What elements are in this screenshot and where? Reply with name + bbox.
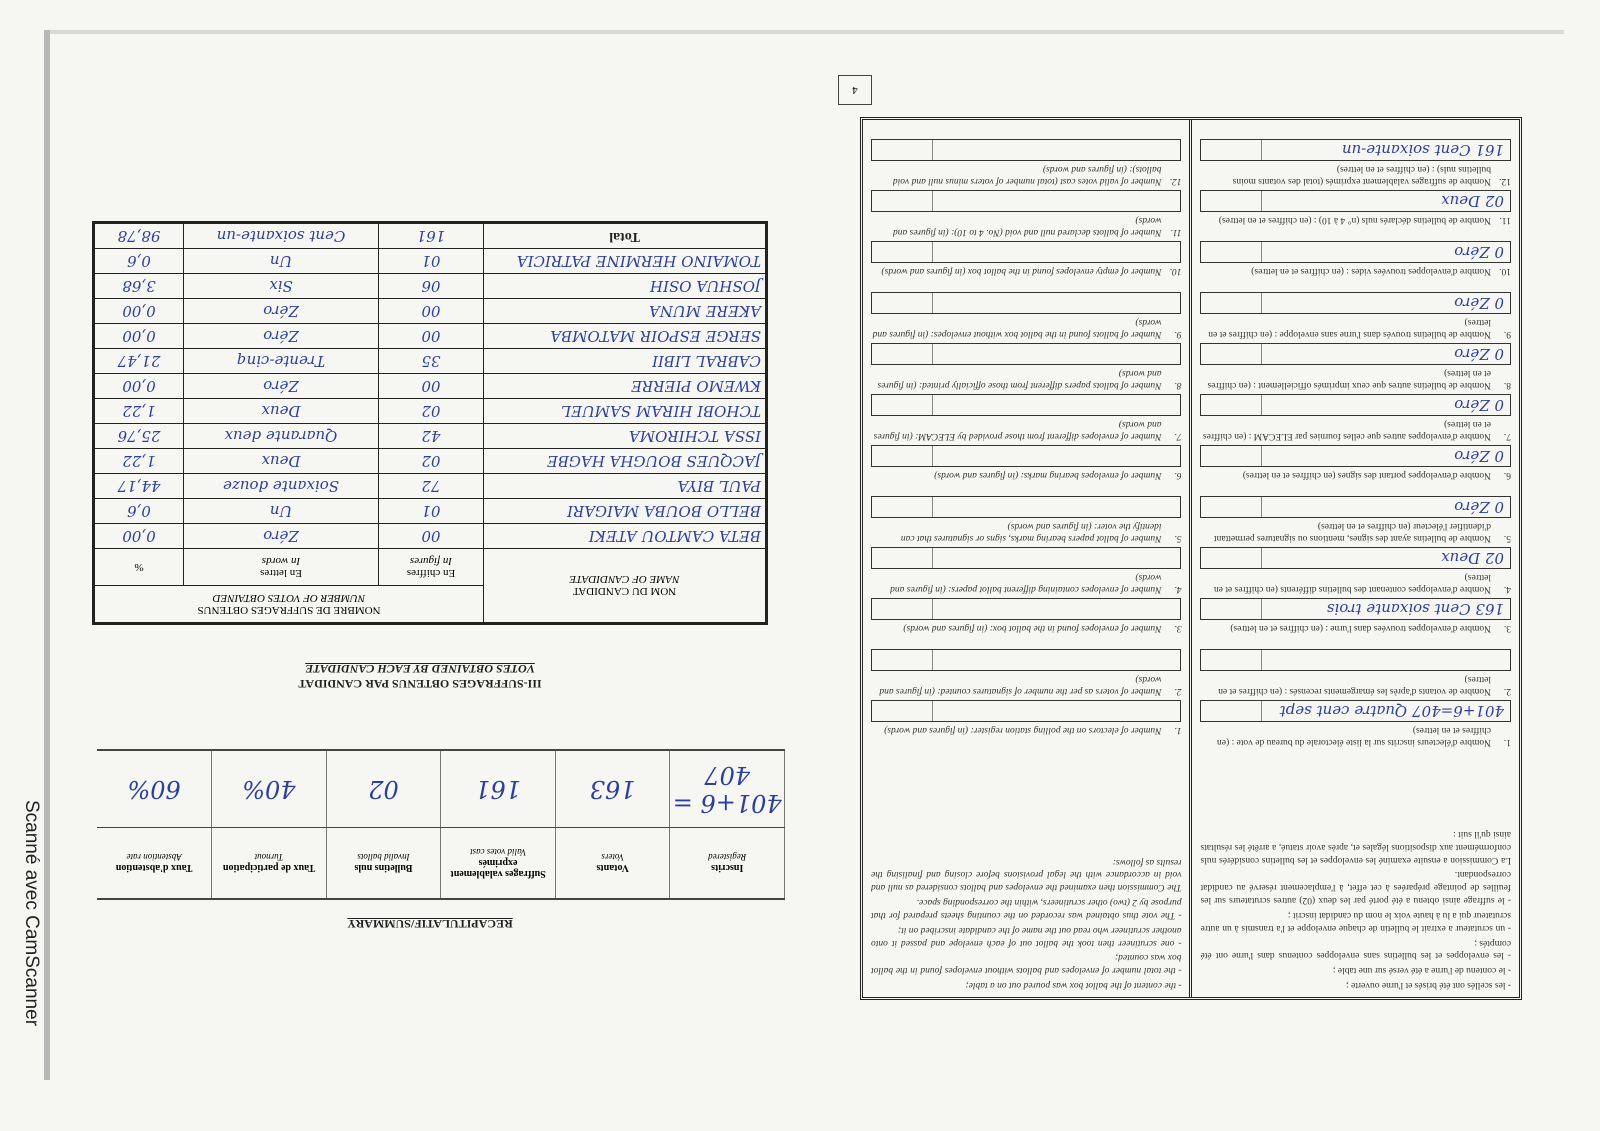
votes-percent: 21,47 (93, 349, 183, 374)
table-row (93, 399, 766, 424)
votes-percent: 0,00 (93, 324, 183, 349)
handwritten-value: 0 Zéro (1454, 447, 1504, 465)
header-figures (379, 549, 484, 586)
item-number: 6. (1174, 470, 1182, 481)
item-label-row (871, 673, 1182, 696)
item-number: 10. (1499, 266, 1511, 277)
item-answer-field[interactable] (871, 547, 1182, 569)
item-label: Nombre d'enveloppes portant des signes (en chiffres et en lettres) (1242, 470, 1491, 481)
item-answer-field[interactable] (1201, 547, 1512, 569)
votes-words: Quarante deux (184, 424, 379, 449)
total-label: Total (484, 223, 767, 249)
field-divider (932, 650, 933, 670)
summary-header-fr: Suffrages valablement exprimés (450, 857, 546, 879)
item-label: Number of valid votes cast (total number of voters minus null and void ballots): (in figures and words) (892, 164, 1162, 186)
table-row (93, 449, 766, 474)
handwritten-value: 161 Cent soixante-un (1341, 141, 1504, 159)
header-votes (93, 586, 483, 624)
votes-percent: 0,00 (93, 524, 183, 549)
intro-paragraph: - The vote thus obtained was recorded on the counting sheets prepared for that purpose by 2 (two) other scrutineers, within the corresponding space. (871, 897, 1182, 920)
header-percent: % (93, 549, 183, 586)
votes-figures: 00 (379, 524, 484, 549)
summary-header (441, 828, 556, 900)
header-name-en: NAME OF CANDIDATE (569, 573, 680, 586)
item-number: 1. (1503, 736, 1511, 747)
votes-figures: 06 (379, 274, 484, 299)
item-answer-field[interactable] (1201, 190, 1512, 212)
candidate-name: PAUL BIYA (484, 474, 767, 499)
votes-figures: 35 (379, 349, 484, 374)
table-row (93, 524, 766, 549)
item-answer-field[interactable] (1201, 139, 1512, 161)
total-figures: 161 (379, 223, 484, 249)
field-divider (1262, 140, 1263, 160)
candidate-name: KWEMO PIERRE (484, 374, 767, 399)
field-divider (932, 701, 933, 721)
item-answer-field[interactable] (1201, 394, 1512, 416)
form-item (1201, 190, 1512, 241)
item-label: Number of empty envelopes found in the ballot box (in figures and words) (881, 266, 1162, 277)
summary-value: 401+6 = 407 (670, 750, 785, 828)
item-number: 3. (1174, 623, 1182, 634)
field-divider (932, 548, 933, 568)
votes-words: Six (184, 274, 379, 299)
item-label: Nombre de votants d'après les émargements recensés : (en chiffres et en lettres) (1218, 674, 1491, 696)
item-label: Number of electors on the polling station register: (in figures and words) (884, 725, 1162, 736)
votes-words: Zéro (184, 524, 379, 549)
handwritten-value: 0 Zéro (1454, 345, 1504, 363)
form-column-english (863, 120, 1190, 997)
header-figures-fr: En chiffres (406, 567, 456, 579)
item-answer-field[interactable] (1201, 292, 1512, 314)
intro-paragraph: - les enveloppes et les bulletins sans enveloppes contenus dans l'urne ont été comptés ; (1200, 937, 1511, 961)
votes-figures: 72 (379, 474, 484, 499)
votes-percent: 44,17 (93, 474, 183, 499)
candidate-name: ISSA TCHIROMA (484, 424, 767, 449)
item-number: 6. (1503, 470, 1511, 481)
header-votes-en: NUMBER OF VOTES OBTAINED (212, 592, 366, 604)
summary-value: 161 (441, 750, 556, 828)
candidates-table (92, 221, 768, 625)
field-divider (932, 446, 933, 466)
field-divider (1262, 548, 1263, 568)
form-item (871, 139, 1182, 190)
item-number: 3. (1503, 623, 1511, 634)
votes-words: Un (184, 249, 379, 274)
votes-figures: 02 (379, 449, 484, 474)
votes-figures: 02 (379, 399, 484, 424)
votes-percent: 1,22 (93, 449, 183, 474)
item-label-row (1201, 724, 1512, 747)
item-label: Nombre d'enveloppes trouvées dans l'urne : (en chiffres et en lettres) (1230, 623, 1491, 634)
item-label-row (1201, 265, 1512, 276)
form-item (871, 598, 1182, 649)
item-label: Number of ballot papers bearing marks, signs or signatures that can identify the voter: (in figures and words) (900, 521, 1162, 543)
item-answer-field[interactable] (1201, 649, 1512, 671)
form-item (871, 700, 1182, 751)
candidate-name: BETA CAMTOU ATEKI (484, 524, 767, 549)
form-item (1201, 598, 1512, 649)
table-row (93, 274, 766, 299)
item-number: 5. (1503, 532, 1511, 543)
handwritten-value: 0 Zéro (1454, 396, 1504, 414)
votes-figures: 00 (379, 324, 484, 349)
item-number: 10. (1169, 266, 1182, 277)
item-label-row (1201, 214, 1512, 225)
item-label-row (871, 418, 1182, 441)
votes-figures: 01 (379, 499, 484, 524)
item-number: 12. (1169, 175, 1182, 186)
item-label-row (871, 265, 1182, 276)
votes-words: Soixante douze (184, 474, 379, 499)
summary-header-fr: Votants (596, 862, 629, 874)
table-row (93, 249, 766, 274)
item-answer-field[interactable] (1201, 241, 1512, 263)
item-label-row (871, 367, 1182, 390)
item-number: 4. (1174, 583, 1182, 594)
item-number: 7. (1503, 430, 1511, 441)
field-divider (1262, 650, 1263, 670)
form-item (871, 496, 1182, 547)
table-row (93, 474, 766, 499)
form-item (1201, 547, 1512, 598)
item-label-row (1201, 469, 1512, 480)
item-number: 9. (1174, 328, 1182, 339)
item-label-row (871, 214, 1182, 237)
item-number: 8. (1503, 379, 1511, 390)
item-number: 5. (1174, 532, 1182, 543)
header-figures-en: In figures (409, 555, 453, 567)
field-divider (932, 191, 933, 211)
item-label: Nombre d'électeurs inscrits sur la liste électorale du bureau de vote : (en chiffres et en lettres) (1217, 725, 1491, 747)
intro-paragraph: - le contenu de l'urne a été versé sur une table ; (1332, 965, 1511, 976)
header-votes-fr: NOMBRE DE SUFFRAGES OBTENUS (197, 604, 381, 616)
intro-paragraph: - un scrutateur a extrait le bulletin de chaque enveloppe et l'a transmis à un autre scrutateur qui a lu à haute voix le nom du candidat inscrit ; (1200, 909, 1511, 933)
votes-words: Un (184, 499, 379, 524)
item-answer-field[interactable] (871, 700, 1182, 722)
form-item (1201, 343, 1512, 394)
item-answer-field[interactable] (1201, 700, 1512, 722)
field-divider (932, 242, 933, 262)
intro-paragraph: - the content of the ballot box was poured out on a table; (965, 980, 1182, 990)
form-column-french (1190, 120, 1520, 997)
votes-percent: 0,6 (93, 499, 183, 524)
intro-paragraph: - one scrutineer then took the ballot out of each envelope and passed it onto another scrutineer who read out the name of the candidate inscribed on it; (871, 924, 1182, 948)
item-answer-field[interactable] (1201, 445, 1512, 467)
form-item (1201, 292, 1512, 343)
candidates-section-title (270, 661, 570, 691)
item-label-row (1201, 418, 1512, 441)
summary-value: 02 (326, 750, 441, 828)
intro-paragraph: - le suffrage ainsi obtenu a été porté par les deux (02) autres scrutateurs sur les feuilles de pointage préparées à cet effet, à l'emplacement réservé au candidat correspondant. (1200, 869, 1511, 906)
item-answer-field[interactable] (871, 241, 1182, 263)
item-label: Number of envelopes different from those provided by ELECAM: (in figures and words) (873, 419, 1162, 441)
item-answer-field[interactable] (871, 445, 1182, 467)
field-divider (932, 293, 933, 313)
votes-percent: 25,76 (93, 424, 183, 449)
summary-title: RECAPITULATIF/SUMMARY (347, 917, 513, 931)
item-label: Nombre d'enveloppes trouvées vides : (en chiffres et en lettres) (1251, 266, 1491, 277)
item-label: Number of envelopes containing different ballot papers: (in figures and words) (890, 572, 1162, 594)
item-label: Number of ballots found in the ballot box without envelopes: (in figures and words) (872, 317, 1162, 339)
summary-header (555, 828, 670, 900)
item-number: 2. (1174, 685, 1182, 696)
form-item (871, 292, 1182, 343)
field-divider (932, 344, 933, 364)
scanner-watermark: Scanné avec CamScanner (21, 800, 42, 1027)
item-answer-field[interactable] (871, 394, 1182, 416)
summary-header-en: Valid votes cast (470, 847, 527, 857)
handwritten-value: 0 Zéro (1454, 498, 1504, 516)
table-row (93, 424, 766, 449)
item-label-row (1201, 367, 1512, 390)
form-item (1201, 700, 1512, 751)
item-number: 11. (1170, 226, 1182, 237)
section-title-fr: III-SUFFRAGES OBTENUS PAR CANDIDAT (298, 677, 542, 691)
votes-percent: 0,6 (93, 249, 183, 274)
votes-figures: 00 (379, 299, 484, 324)
votes-figures: 00 (379, 374, 484, 399)
form-item (871, 190, 1182, 241)
summary-header-en: Invalid ballots (357, 852, 410, 863)
item-label-row (871, 469, 1182, 480)
summary-header (326, 828, 441, 900)
item-label: Nombre de bulletins trouvés dans l'urne sans enveloppe : (en chiffres et en lettres) (1208, 317, 1491, 339)
candidate-name: SERGE ESPOIR MATOMBA (484, 324, 767, 349)
form-item (871, 394, 1182, 445)
item-label-row (1201, 316, 1512, 339)
form-item (871, 445, 1182, 496)
item-label: Number of ballots papers different from those officially printed: (in figures and words) (877, 368, 1162, 390)
intro-paragraph: La Commission a ensuite examiné les enveloppes et les bulletins considérés nuls conformément aux dispositions légales et, après avoir statué, a arrêté les résultats ainsi qu'il suit : (1200, 829, 1511, 865)
item-number: 7. (1174, 430, 1182, 441)
votes-words: Zéro (184, 299, 379, 324)
item-answer-field[interactable] (1201, 343, 1512, 365)
table-row (93, 499, 766, 524)
item-label: Nombre de bulletins déclarés nuls (n° 4 à 10) : (en chiffres et en lettres) (1218, 215, 1491, 226)
item-label: Nombre d'enveloppes autres que celles fournies par ELECAM : (en chiffres et en lettres) (1202, 419, 1491, 441)
item-label-row (871, 724, 1182, 735)
field-divider (1262, 293, 1263, 313)
handwritten-value: 02 Deux (1441, 549, 1504, 567)
item-answer-field[interactable] (871, 190, 1182, 212)
form-item (1201, 649, 1512, 700)
summary-header-en: Abstention rate (126, 852, 182, 863)
summary-value: 60% (97, 750, 212, 828)
item-answer-field[interactable] (1201, 598, 1512, 620)
item-label-row (871, 571, 1182, 594)
field-divider (1262, 701, 1263, 721)
total-percent: 98,78 (93, 223, 183, 249)
item-number: 11. (1499, 215, 1511, 226)
header-words-en: In words (261, 555, 301, 567)
summary-header (212, 828, 327, 900)
item-number: 2. (1503, 685, 1511, 696)
item-answer-field[interactable] (871, 649, 1182, 671)
items-english (871, 139, 1182, 751)
candidate-name: AKERE MUNA (484, 299, 767, 324)
table-row (93, 299, 766, 324)
field-divider (932, 599, 933, 619)
summary-table (97, 749, 785, 900)
header-words-fr: En lettres (260, 567, 302, 579)
item-number: 9. (1503, 328, 1511, 339)
intro-paragraph: The Commission then examined the envelopes and ballots considered as null and void in accordance with the legal provisions before closing and finalising the results as follows: (871, 856, 1182, 893)
field-divider (1262, 344, 1263, 364)
item-label: Number of voters as per the number of signatures counted: (in figures and words) (879, 674, 1162, 696)
intro-french (1201, 751, 1512, 991)
field-divider (1262, 446, 1263, 466)
items-french (1201, 139, 1512, 751)
votes-words: Trente-cinq (184, 349, 379, 374)
item-label: Nombre de bulletins ayant des signes, mentions ou signatures permettant d'identifier l'électeur (en chiffres et en lettres) (1213, 521, 1491, 543)
header-words (184, 549, 379, 586)
item-number: 1. (1174, 725, 1182, 736)
summary-header-fr: Taux d'abstention (115, 862, 193, 874)
item-number: 8. (1174, 379, 1182, 390)
table-row (93, 349, 766, 374)
candidate-name: TCHOBI HIRAM SAMUEL (484, 399, 767, 424)
item-answer-field[interactable] (871, 496, 1182, 518)
intro-english (871, 751, 1182, 991)
field-divider (932, 395, 933, 415)
form-item (1201, 139, 1512, 190)
item-label-row (1201, 622, 1512, 633)
summary-header-en: Registered (708, 852, 747, 863)
candidate-name: JOSHUA OSIH (484, 274, 767, 299)
item-label-row (1201, 520, 1512, 543)
form-item (871, 343, 1182, 394)
summary-header-fr: Taux de participation (222, 862, 315, 874)
votes-words: Deux (184, 449, 379, 474)
summary-header-en: Voters (601, 852, 624, 863)
votes-percent: 0,00 (93, 374, 183, 399)
count-form (860, 117, 1522, 1000)
summary-header-fr: Bulletins nuls (354, 862, 413, 874)
summary-header (670, 828, 785, 900)
summary-value: 40% (212, 750, 327, 828)
field-divider (1262, 191, 1263, 211)
field-divider (1262, 395, 1263, 415)
field-divider (932, 497, 933, 517)
table-row (93, 324, 766, 349)
item-label: Nombre d'enveloppes contenant des bulletins différents (en chiffres et en lettres) (1213, 572, 1491, 594)
votes-words: Deux (184, 399, 379, 424)
form-item (1201, 241, 1512, 292)
field-divider (1262, 599, 1263, 619)
total-words: Cent soixante-un (184, 223, 379, 249)
item-label: Nombre de suffrages valablement exprimés (total des votants moins bulletins nuls) : (en chiffres et en lettres) (1232, 164, 1491, 186)
handwritten-value: 02 Deux (1441, 192, 1504, 210)
page-number: 4 (838, 75, 872, 105)
form-item (1201, 445, 1512, 496)
candidate-name: CABRAL LIBII (484, 349, 767, 374)
header-name-fr: NOM DU CANDIDAT (572, 585, 677, 598)
table-row (93, 374, 766, 399)
item-answer-field[interactable] (871, 292, 1182, 314)
item-label-row (871, 316, 1182, 339)
summary-header-en: Turnout (254, 852, 284, 863)
item-number: 12. (1499, 175, 1511, 186)
votes-figures: 01 (379, 249, 484, 274)
item-label: Nombre de bulletins autres que ceux imprimés officiellement : (en chiffres et en lettres) (1207, 368, 1491, 390)
item-label-row (1201, 673, 1512, 696)
form-item (871, 649, 1182, 700)
votes-percent: 0,00 (93, 299, 183, 324)
form-item (1201, 496, 1512, 547)
item-label-row (871, 163, 1182, 186)
handwritten-value: 163 Cent soixante trois (1326, 600, 1504, 618)
item-answer-field[interactable] (871, 343, 1182, 365)
votes-percent: 1,22 (93, 399, 183, 424)
candidate-name: TOMAINO HERMINE PATRICIA (484, 249, 767, 274)
item-number: 4. (1503, 583, 1511, 594)
form-item (871, 241, 1182, 292)
summary-header-fr: Inscrits (711, 862, 744, 874)
candidate-name: JACQUES BOUGHA HAGBE (484, 449, 767, 474)
field-divider (932, 140, 933, 160)
item-label: Number of envelopes found in the ballot box: (in figures and words) (903, 623, 1162, 634)
item-label-row (1201, 163, 1512, 186)
form-item (871, 547, 1182, 598)
summary-header (97, 828, 212, 900)
item-label-row (871, 520, 1182, 543)
votes-words: Zéro (184, 324, 379, 349)
item-answer-field[interactable] (871, 598, 1182, 620)
total-row (93, 223, 766, 249)
handwritten-value: 0 Zéro (1454, 294, 1504, 312)
votes-percent: 3,68 (93, 274, 183, 299)
candidate-name: BELLO BOUBA MAIGARI (484, 499, 767, 524)
field-divider (1262, 242, 1263, 262)
handwritten-value: 401+6=407 Quatre cent sept (1279, 702, 1504, 720)
item-label: Number of envelopes bearing marks: (in figures and words) (934, 470, 1162, 481)
summary-value: 163 (555, 750, 670, 828)
item-answer-field[interactable] (1201, 496, 1512, 518)
section-title-en: VOTES OBTAINED BY EACH CANDIDATE (305, 662, 535, 676)
item-label: Number of ballots declared null and void (No. 4 to 10): (in figures and words) (893, 215, 1162, 237)
item-answer-field[interactable] (871, 139, 1182, 161)
votes-words: Zéro (184, 374, 379, 399)
intro-paragraph: - les scellés ont été brisés et l'urne ouverte ; (1345, 980, 1511, 990)
votes-figures: 42 (379, 424, 484, 449)
item-label-row (871, 622, 1182, 633)
intro-paragraph: - the total number of envelopes and ballots without envelopes found in the ballot box was counted; (871, 952, 1182, 976)
form-item (1201, 394, 1512, 445)
item-label-row (1201, 571, 1512, 594)
handwritten-value: 0 Zéro (1454, 243, 1504, 261)
field-divider (1262, 497, 1263, 517)
header-name (484, 549, 767, 624)
